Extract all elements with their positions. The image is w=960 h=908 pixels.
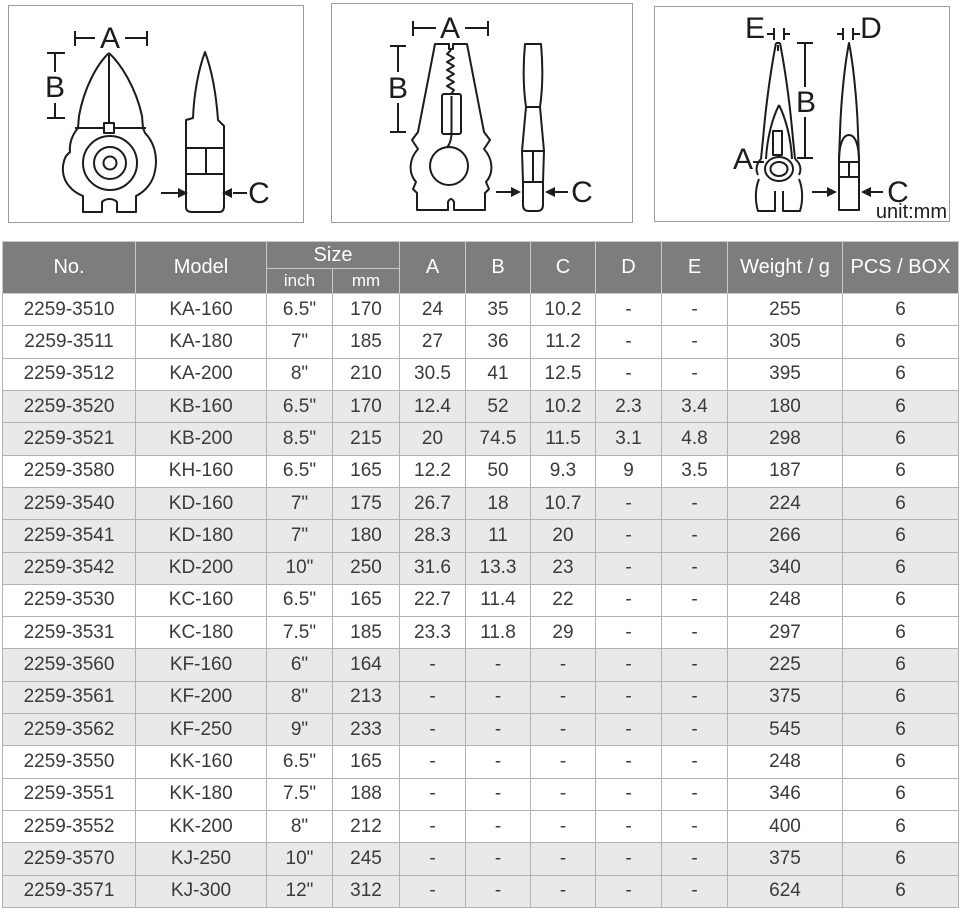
table-row xyxy=(3,875,959,907)
spec-table-header xyxy=(3,242,959,294)
table-cell: - xyxy=(596,326,662,358)
header-no: No. xyxy=(3,242,136,294)
table-cell: 7" xyxy=(267,326,333,358)
table-cell: 185 xyxy=(333,617,400,649)
dim-c xyxy=(496,176,593,209)
table-cell: 50 xyxy=(466,455,531,487)
table-cell: - xyxy=(531,714,596,746)
table-cell: - xyxy=(400,811,466,843)
table-cell: 8.5" xyxy=(267,423,333,455)
diagonal-cutters-drawing xyxy=(9,6,303,222)
side-view xyxy=(522,44,544,211)
table-cell: 2259-3551 xyxy=(3,778,136,810)
serrated-jaw xyxy=(447,50,454,94)
table-cell: 6.5" xyxy=(267,584,333,616)
table-cell: - xyxy=(466,681,531,713)
table-row xyxy=(3,326,959,358)
table-row xyxy=(3,617,959,649)
dim-label-c: C xyxy=(571,176,593,209)
table-cell: 10.2 xyxy=(531,294,596,326)
table-cell: - xyxy=(466,746,531,778)
table-cell: 6 xyxy=(843,811,959,843)
spec-table xyxy=(2,241,959,908)
dim-label-c: C xyxy=(248,177,270,210)
table-cell: 30.5 xyxy=(400,358,466,390)
long-nose-pliers-drawing xyxy=(655,7,949,221)
table-cell: KA-160 xyxy=(136,294,267,326)
table-cell: 3.5 xyxy=(662,455,728,487)
arrow-right-icon xyxy=(511,187,521,197)
table-cell: KK-180 xyxy=(136,778,267,810)
table-cell: 2259-3540 xyxy=(3,487,136,519)
table-row xyxy=(3,390,959,422)
table-cell: 12" xyxy=(267,875,333,907)
header-weight: Weight / g xyxy=(728,242,843,294)
table-cell: 248 xyxy=(728,584,843,616)
side-view xyxy=(839,43,859,210)
table-row xyxy=(3,584,959,616)
table-cell: 6 xyxy=(843,326,959,358)
table-cell: 170 xyxy=(333,294,400,326)
table-cell: 36 xyxy=(466,326,531,358)
table-cell: - xyxy=(596,681,662,713)
table-cell: 2259-3512 xyxy=(3,358,136,390)
combination-pliers-drawing xyxy=(332,4,632,222)
table-cell: 12.2 xyxy=(400,455,466,487)
table-cell: 210 xyxy=(333,358,400,390)
diagram-long-nose-pliers xyxy=(654,6,950,222)
table-cell: 10" xyxy=(267,552,333,584)
table-cell: 6 xyxy=(843,455,959,487)
dim-label-e: E xyxy=(744,12,766,45)
table-cell: - xyxy=(400,843,466,875)
dim-label-c: C xyxy=(887,176,909,209)
grip-slot xyxy=(773,131,782,155)
table-cell: - xyxy=(596,294,662,326)
table-cell: - xyxy=(662,294,728,326)
table-cell: - xyxy=(400,746,466,778)
table-cell: 22 xyxy=(531,584,596,616)
table-row xyxy=(3,649,959,681)
table-cell: 6 xyxy=(843,649,959,681)
table-cell: 6 xyxy=(843,487,959,519)
table-cell: 2259-3511 xyxy=(3,326,136,358)
table-cell: KJ-300 xyxy=(136,875,267,907)
table-cell: 9.3 xyxy=(531,455,596,487)
dim-label-b: B xyxy=(387,72,409,105)
table-cell: 180 xyxy=(333,520,400,552)
header-size: Size xyxy=(267,242,400,269)
table-row xyxy=(3,455,959,487)
table-cell: 4.8 xyxy=(662,423,728,455)
header-size-inch: inch xyxy=(267,269,333,294)
table-cell: 11.5 xyxy=(531,423,596,455)
handle-right xyxy=(783,179,802,211)
table-cell: 12.5 xyxy=(531,358,596,390)
side-view xyxy=(186,52,224,212)
table-cell: KK-200 xyxy=(136,811,267,843)
table-cell: 6 xyxy=(843,843,959,875)
table-cell: - xyxy=(531,843,596,875)
diagram-diagonal-cutting-pliers xyxy=(8,5,304,223)
table-cell: - xyxy=(400,714,466,746)
table-cell: 8" xyxy=(267,681,333,713)
table-cell: 297 xyxy=(728,617,843,649)
table-cell: - xyxy=(662,811,728,843)
table-cell: 395 xyxy=(728,358,843,390)
table-cell: 2259-3560 xyxy=(3,649,136,681)
table-cell: 74.5 xyxy=(466,423,531,455)
table-cell: 212 xyxy=(333,811,400,843)
table-cell: 545 xyxy=(728,714,843,746)
table-cell: - xyxy=(596,778,662,810)
table-cell: 41 xyxy=(466,358,531,390)
table-row xyxy=(3,811,959,843)
table-cell: - xyxy=(596,487,662,519)
table-cell: KA-180 xyxy=(136,326,267,358)
table-cell: 7.5" xyxy=(267,778,333,810)
header-pcs: PCS / BOX xyxy=(843,242,959,294)
table-cell: 255 xyxy=(728,294,843,326)
table-cell: 10.7 xyxy=(531,487,596,519)
table-cell: 26.7 xyxy=(400,487,466,519)
table-cell: 340 xyxy=(728,552,843,584)
table-cell: KF-250 xyxy=(136,714,267,746)
table-cell: - xyxy=(466,811,531,843)
table-cell: 6 xyxy=(843,875,959,907)
diagram-combination-pliers xyxy=(331,3,633,223)
table-cell: - xyxy=(400,778,466,810)
table-cell: 6.5" xyxy=(267,455,333,487)
table-cell: 20 xyxy=(400,423,466,455)
table-cell: KH-160 xyxy=(136,455,267,487)
table-row xyxy=(3,746,959,778)
table-cell: - xyxy=(662,487,728,519)
table-cell: 2259-3570 xyxy=(3,843,136,875)
table-cell: - xyxy=(596,714,662,746)
table-cell: 2259-3562 xyxy=(3,714,136,746)
table-cell: 185 xyxy=(333,326,400,358)
table-cell: 6 xyxy=(843,746,959,778)
table-cell: 6 xyxy=(843,423,959,455)
table-cell: 13.3 xyxy=(466,552,531,584)
dim-e xyxy=(745,12,790,45)
table-cell: - xyxy=(662,617,728,649)
table-cell: 8" xyxy=(267,811,333,843)
table-cell: 7" xyxy=(267,487,333,519)
table-cell: - xyxy=(596,520,662,552)
table-cell: 52 xyxy=(466,390,531,422)
table-cell: 3.1 xyxy=(596,423,662,455)
table-cell: 8" xyxy=(267,358,333,390)
front-view xyxy=(756,43,802,211)
dim-label-a: A xyxy=(439,12,461,45)
table-cell: KA-200 xyxy=(136,358,267,390)
table-cell: 224 xyxy=(728,487,843,519)
table-cell: 346 xyxy=(728,778,843,810)
table-cell: 10" xyxy=(267,843,333,875)
header-c: C xyxy=(531,242,596,294)
table-cell: 6 xyxy=(843,778,959,810)
table-cell: 2259-3530 xyxy=(3,584,136,616)
table-cell: 245 xyxy=(333,843,400,875)
arrow-right-icon xyxy=(827,187,837,197)
table-cell: - xyxy=(596,746,662,778)
header-e: E xyxy=(662,242,728,294)
table-cell: - xyxy=(662,358,728,390)
table-cell: - xyxy=(662,584,728,616)
table-cell: - xyxy=(662,875,728,907)
table-cell: 248 xyxy=(728,746,843,778)
header-model: Model xyxy=(136,242,267,294)
table-cell: - xyxy=(662,326,728,358)
front-view xyxy=(411,44,492,210)
arrow-left-icon xyxy=(545,187,555,197)
table-cell: - xyxy=(466,714,531,746)
header-b: B xyxy=(466,242,531,294)
table-cell: 6.5" xyxy=(267,390,333,422)
table-cell: 7" xyxy=(267,520,333,552)
table-cell: - xyxy=(662,681,728,713)
table-cell: - xyxy=(662,649,728,681)
table-cell: KD-200 xyxy=(136,552,267,584)
table-cell: - xyxy=(596,649,662,681)
table-cell: 2259-3531 xyxy=(3,617,136,649)
dim-a xyxy=(413,12,488,45)
table-cell: - xyxy=(531,811,596,843)
table-cell: 2259-3580 xyxy=(3,455,136,487)
table-cell: - xyxy=(596,617,662,649)
table-cell: 11.2 xyxy=(531,326,596,358)
table-cell: KC-180 xyxy=(136,617,267,649)
table-cell: - xyxy=(531,681,596,713)
table-cell: KF-200 xyxy=(136,681,267,713)
table-cell: 2259-3571 xyxy=(3,875,136,907)
pivot-hole xyxy=(765,157,793,181)
table-cell: 225 xyxy=(728,649,843,681)
table-cell: 266 xyxy=(728,520,843,552)
dim-label-b: B xyxy=(795,86,817,119)
table-cell: - xyxy=(662,843,728,875)
table-cell: - xyxy=(596,811,662,843)
table-cell: 6 xyxy=(843,681,959,713)
dim-b xyxy=(796,43,816,158)
table-cell: 27 xyxy=(400,326,466,358)
table-cell: 2259-3520 xyxy=(3,390,136,422)
table-cell: 215 xyxy=(333,423,400,455)
table-cell: 6.5" xyxy=(267,746,333,778)
table-cell: 6 xyxy=(843,584,959,616)
unit-label: unit:mm xyxy=(875,201,947,221)
table-cell: 305 xyxy=(728,326,843,358)
table-cell: 312 xyxy=(333,875,400,907)
table-cell: - xyxy=(662,746,728,778)
table-cell: 10.2 xyxy=(531,390,596,422)
table-cell: - xyxy=(662,552,728,584)
table-cell: 12.4 xyxy=(400,390,466,422)
spec-table-body xyxy=(3,294,959,908)
table-cell: 24 xyxy=(400,294,466,326)
table-cell: 6" xyxy=(267,649,333,681)
table-cell: - xyxy=(531,778,596,810)
dim-label-d: D xyxy=(860,12,882,45)
table-cell: 29 xyxy=(531,617,596,649)
table-row xyxy=(3,714,959,746)
table-row xyxy=(3,681,959,713)
table-cell: - xyxy=(400,875,466,907)
dim-c xyxy=(161,177,270,210)
table-cell: - xyxy=(466,778,531,810)
header-d: D xyxy=(596,242,662,294)
table-cell: 175 xyxy=(333,487,400,519)
table-cell: 6 xyxy=(843,617,959,649)
table-cell: 213 xyxy=(333,681,400,713)
table-cell: 6 xyxy=(843,358,959,390)
table-row xyxy=(3,423,959,455)
table-cell: 165 xyxy=(333,455,400,487)
table-cell: - xyxy=(596,358,662,390)
table-cell: 11.8 xyxy=(466,617,531,649)
table-cell: 23 xyxy=(531,552,596,584)
table-cell: 2259-3541 xyxy=(3,520,136,552)
dim-a xyxy=(75,22,147,55)
table-cell: - xyxy=(531,649,596,681)
table-cell: KB-200 xyxy=(136,423,267,455)
table-cell: 23.3 xyxy=(400,617,466,649)
table-cell: 2259-3510 xyxy=(3,294,136,326)
dim-label-a: A xyxy=(732,143,754,176)
table-cell: 188 xyxy=(333,778,400,810)
table-cell: KB-160 xyxy=(136,390,267,422)
table-cell: 298 xyxy=(728,423,843,455)
table-row xyxy=(3,778,959,810)
table-cell: - xyxy=(596,552,662,584)
table-cell: KD-160 xyxy=(136,487,267,519)
handle-left xyxy=(756,179,775,211)
table-cell: 233 xyxy=(333,714,400,746)
table-row xyxy=(3,487,959,519)
table-cell: - xyxy=(531,875,596,907)
table-cell: 375 xyxy=(728,843,843,875)
table-cell: KK-160 xyxy=(136,746,267,778)
dim-label-b: B xyxy=(44,71,66,104)
table-cell: 180 xyxy=(728,390,843,422)
table-cell: - xyxy=(466,649,531,681)
table-cell: 9 xyxy=(596,455,662,487)
table-cell: 7.5" xyxy=(267,617,333,649)
table-cell: 2.3 xyxy=(596,390,662,422)
front-view xyxy=(63,53,156,212)
table-row xyxy=(3,294,959,326)
table-cell: 9" xyxy=(267,714,333,746)
table-cell: 2259-3542 xyxy=(3,552,136,584)
table-cell: 2259-3561 xyxy=(3,681,136,713)
table-cell: 6 xyxy=(843,520,959,552)
table-cell: 6 xyxy=(843,294,959,326)
table-cell: 31.6 xyxy=(400,552,466,584)
table-row xyxy=(3,552,959,584)
table-cell: 170 xyxy=(333,390,400,422)
table-cell: 624 xyxy=(728,875,843,907)
table-cell: 2259-3552 xyxy=(3,811,136,843)
table-cell: - xyxy=(596,875,662,907)
table-cell: - xyxy=(400,681,466,713)
table-cell: - xyxy=(662,714,728,746)
table-cell: - xyxy=(596,843,662,875)
table-cell: 22.7 xyxy=(400,584,466,616)
table-cell: 35 xyxy=(466,294,531,326)
header-a: A xyxy=(400,242,466,294)
dim-b xyxy=(45,53,65,118)
dim-b xyxy=(388,46,408,132)
table-cell: 164 xyxy=(333,649,400,681)
table-cell: - xyxy=(466,843,531,875)
table-cell: - xyxy=(662,520,728,552)
table-cell: 165 xyxy=(333,584,400,616)
table-cell: KF-160 xyxy=(136,649,267,681)
table-cell: 6 xyxy=(843,552,959,584)
table-cell: - xyxy=(596,584,662,616)
table-cell: - xyxy=(531,746,596,778)
table-cell: 6.5" xyxy=(267,294,333,326)
table-cell: - xyxy=(662,778,728,810)
table-cell: 400 xyxy=(728,811,843,843)
table-cell: 375 xyxy=(728,681,843,713)
header-size-mm: mm xyxy=(333,269,400,294)
table-row xyxy=(3,358,959,390)
table-cell: 18 xyxy=(466,487,531,519)
table-cell: 2259-3550 xyxy=(3,746,136,778)
table-cell: 250 xyxy=(333,552,400,584)
table-cell: 2259-3521 xyxy=(3,423,136,455)
table-cell: 11.4 xyxy=(466,584,531,616)
table-cell: KJ-250 xyxy=(136,843,267,875)
table-cell: KC-160 xyxy=(136,584,267,616)
table-cell: 11 xyxy=(466,520,531,552)
table-row xyxy=(3,520,959,552)
pivot-hole xyxy=(430,147,468,185)
table-cell: 20 xyxy=(531,520,596,552)
arrow-left-icon xyxy=(861,187,871,197)
dim-label-a: A xyxy=(99,22,121,55)
table-cell: 6 xyxy=(843,714,959,746)
table-cell: KD-180 xyxy=(136,520,267,552)
dim-d xyxy=(837,12,882,45)
table-cell: 187 xyxy=(728,455,843,487)
table-cell: - xyxy=(400,649,466,681)
joint-nub xyxy=(104,123,114,133)
table-cell: 3.4 xyxy=(662,390,728,422)
table-cell: 6 xyxy=(843,390,959,422)
table-row xyxy=(3,843,959,875)
table-cell: 165 xyxy=(333,746,400,778)
pivot-circles xyxy=(83,136,137,190)
table-cell: - xyxy=(466,875,531,907)
table-cell: 28.3 xyxy=(400,520,466,552)
